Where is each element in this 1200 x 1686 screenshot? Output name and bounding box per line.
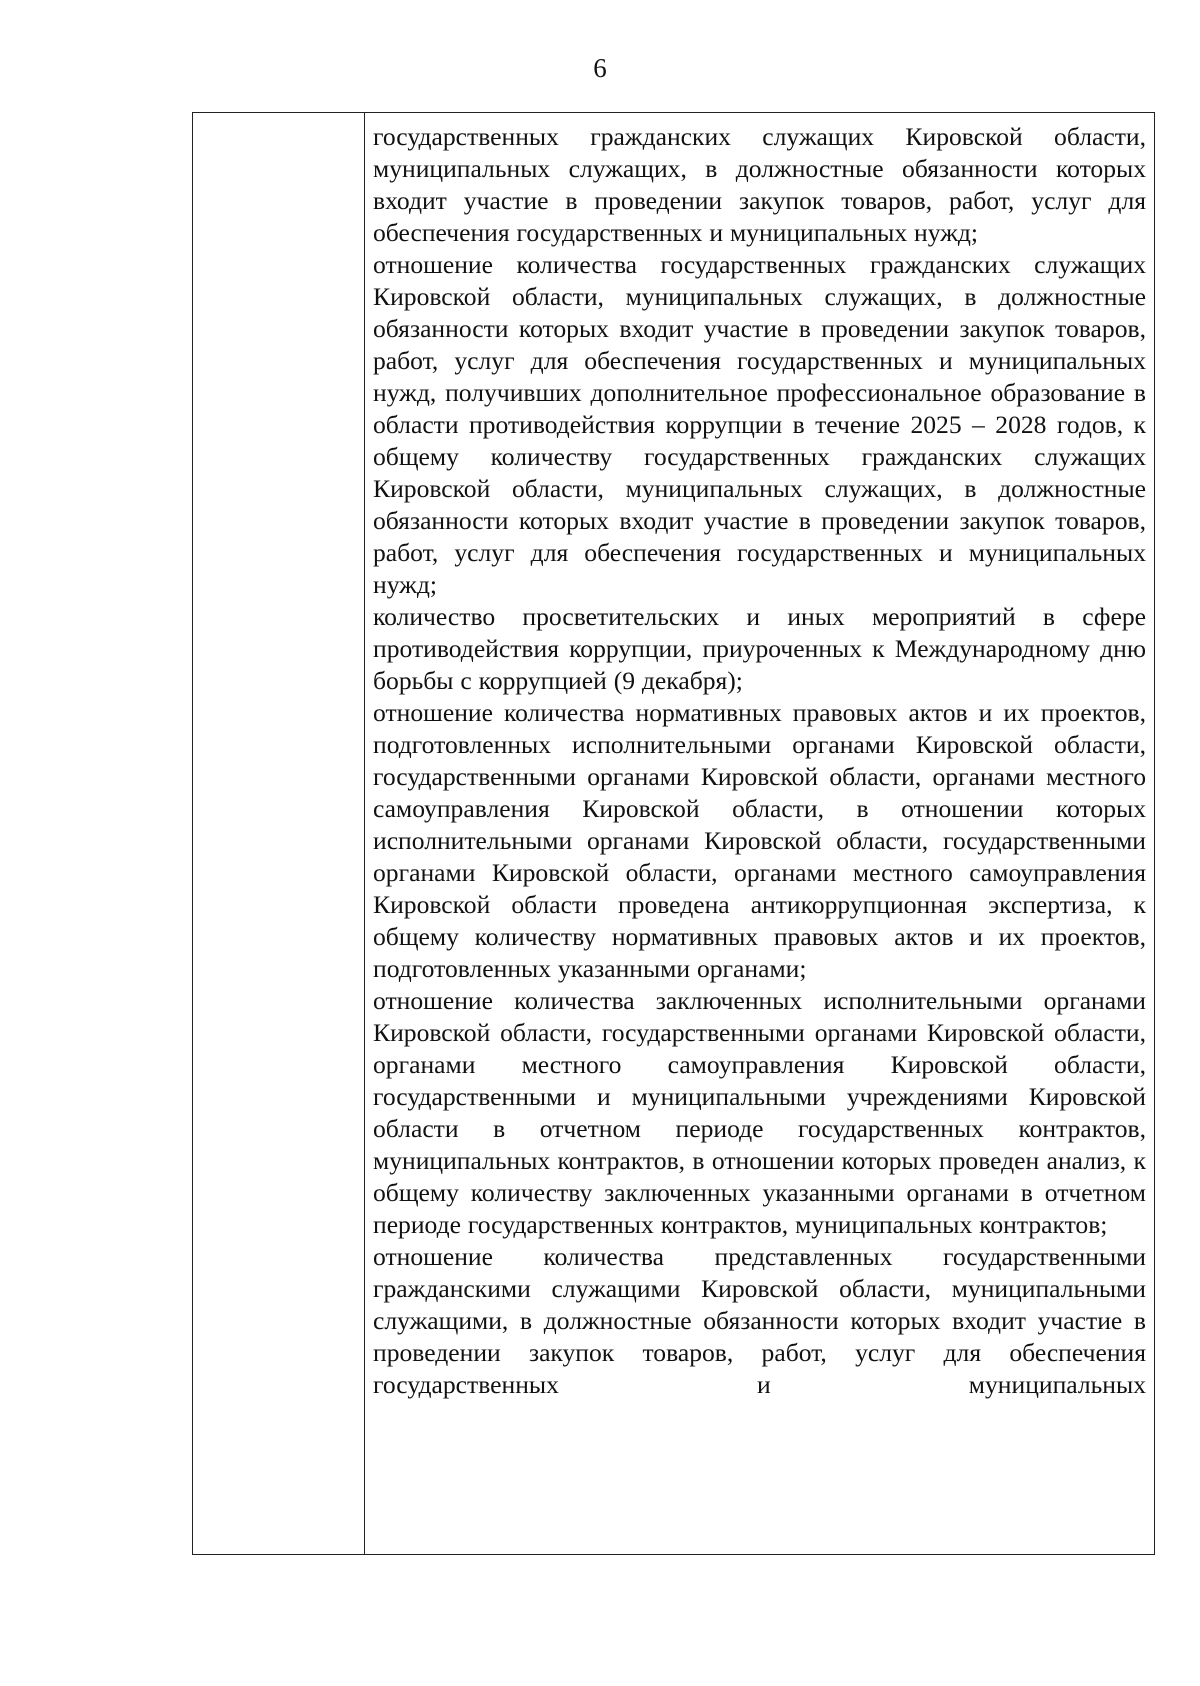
table-right-cell bbox=[365, 113, 1154, 1554]
paragraph-6: отношение количества представленных государственными гражданскими служащими Кировской области, муниципальными служащими, в должностные обязанности которых входит участие в проведении закупок товаров, работ, услуг для обеспечения государственных и муниципальных bbox=[373, 1242, 1146, 1399]
paragraph-4: отношение количества нормативных правовых актов и их проектов, подготовленных исполнительными органами Кировской области, государственными органами Кировской области, органами местного самоуправления Кировской области, в отношении которых исполнительными органами Кировской области, государственными органами Кировской области, органами местного самоуправления Кировской области проведена антикоррупционная экспертиза, к общему количеству нормативных правовых актов и их проектов, подготовленных указанными органами; bbox=[373, 698, 1146, 983]
paragraph-2: отношение количества государственных гражданских служащих Кировской области, муниципальных служащих, в должностные обязанности которых входит участие в проведении закупок товаров, работ, услуг для обеспечения государственных и муниципальных нужд, получивших дополнительное профессиональное образование в области противодействия коррупции в течение 2025 – 2028 годов, к общему количеству государственных гражданских служащих Кировской области, муниципальных служащих, в должностные обязанности которых входит участие в проведении закупок товаров, работ, услуг для обеспечения государственных и муниципальных нужд; bbox=[373, 250, 1146, 599]
document-table bbox=[192, 112, 1155, 1555]
table-left-cell bbox=[193, 113, 365, 1554]
paragraph-3: количество просветительских и иных мероприятий в сфере противодействия коррупции, приуроченных к Международному дню борьбы с коррупцией (9 декабря); bbox=[373, 602, 1146, 695]
paragraph-1: государственных гражданских служащих Кировской области, муниципальных служащих, в должностные обязанности которых входит участие в проведении закупок товаров, работ, услуг для обеспечения государственных и муниципальных нужд; bbox=[373, 122, 1146, 247]
paragraph-5: отношение количества заключенных исполнительными органами Кировской области, государственными органами Кировской области, органами местного самоуправления Кировской области, государственными и муниципальными учреждениями Кировской области в отчетном периоде государственных контрактов, муниципальных контрактов, в отношении которых проведен анализ, к общему количеству заключенных указанными органами в отчетном периоде государственных контрактов, муниципальных контрактов; bbox=[373, 986, 1146, 1239]
page-number: 6 bbox=[593, 53, 607, 83]
